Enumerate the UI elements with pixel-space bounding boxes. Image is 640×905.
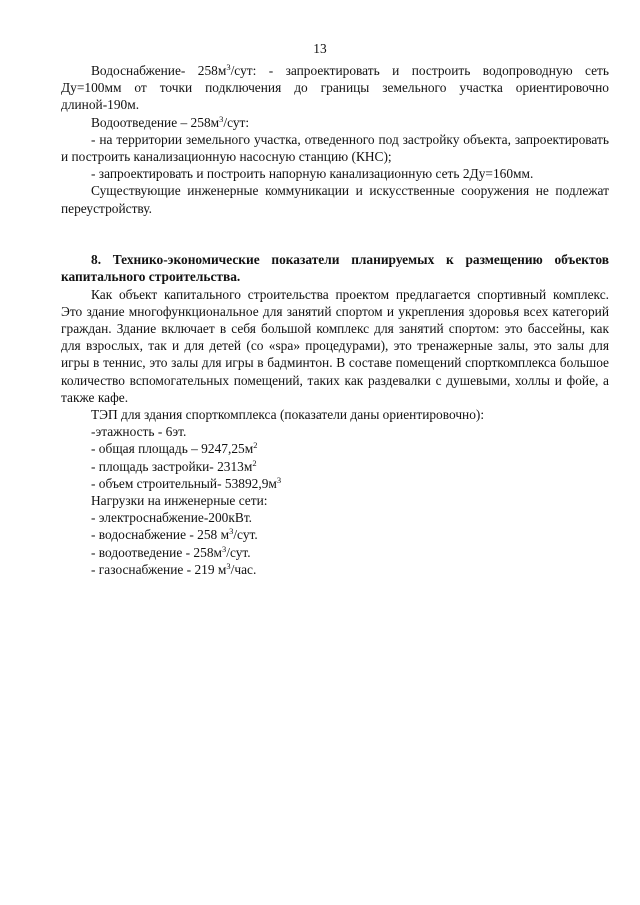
water-supply-paragraph xyxy=(61,62,609,114)
tep-intro: ТЭП для здания спорткомплекса (показатели даны ориентировочно): xyxy=(91,407,485,423)
drainage-item-1: - на территории земельного участка, отведенного под застройку объекта, запроектировать и построить канализационную насосную станцию (КНС); xyxy=(61,131,609,165)
load-electricity: - электроснабжение-200кВт. xyxy=(91,510,253,526)
load-sewer-superscript: 3 xyxy=(221,543,227,554)
tep-built-area-superscript: 2 xyxy=(252,457,257,468)
loads-intro: Нагрузки на инженерные сети: xyxy=(91,493,268,509)
load-water xyxy=(61,526,609,543)
tep-total-area-text: - общая площадь – 9247,25м xyxy=(91,441,254,457)
water-supply-text-b: /сут: - запроектировать и построить водопроводную сеть Ду=100мм от точки подключения до границы земельного участка ориентировочно длиной-190м. xyxy=(61,63,609,113)
load-gas-text-a: - газоснабжение - 219 м xyxy=(91,561,227,577)
load-sewer xyxy=(61,544,609,561)
tep-total-area xyxy=(61,440,609,457)
tep-volume xyxy=(61,475,609,492)
tep-total-area-superscript: 2 xyxy=(253,440,258,451)
water-supply-superscript: 3 xyxy=(226,62,231,72)
load-water-text-a: - водоснабжение - 258 м xyxy=(91,527,230,543)
tep-floors: -этажность - 6эт. xyxy=(91,424,187,440)
page-number: 13 xyxy=(313,41,327,56)
load-sewer-text-a: - водоотведение - 258м xyxy=(91,544,222,560)
load-gas-text-b: /час. xyxy=(230,561,257,577)
page-content xyxy=(61,62,609,578)
tep-volume-text: - объем строительный- 53892,9м xyxy=(91,475,277,491)
load-sewer-text-b: /сут. xyxy=(226,544,251,560)
existing-communications-paragraph: Существующие инженерные коммуникации и искусственные сооружения не подлежат переустройству. xyxy=(61,183,609,216)
tep-volume-superscript: 3 xyxy=(276,474,282,485)
drainage-item-2: - запроектировать и построить напорную канализационную сеть 2Ду=160мм. xyxy=(91,166,534,182)
section-8-paragraph: Как объект капитального строительства проектом предлагается спортивный комплекс. Это здание многофункциональное для занятий спортом и укрепления здоровья всех категорий граждан. Здание включает в себя большой комплекс для занятий спортом: это бассейны, как для взрослых, так и для детей (со «spa» процедурами), это тренажерные залы, это залы для игры в теннис, это залы для игры в бадминтон. В составе помещений спорткомплекса большое количество вспомогательных помещений, таких как раздевалки с душевыми, холлы и фойе, а также кафе. xyxy=(61,286,609,405)
tep-built-area xyxy=(61,458,609,475)
section-spacer xyxy=(61,234,609,251)
load-gas xyxy=(61,561,609,578)
drainage-text-a: Водоотведение – 258м xyxy=(91,114,220,130)
load-water-superscript: 3 xyxy=(229,526,234,537)
drainage-superscript: 3 xyxy=(219,113,224,124)
drainage-text-b: /сут: xyxy=(223,114,250,130)
load-gas-superscript: 3 xyxy=(226,560,231,571)
section-8-heading: 8. Технико-экономические показатели планируемых к размещению объектов капитального строительства. xyxy=(61,252,609,285)
section-spacer xyxy=(61,217,609,234)
water-supply-text-a: Водоснабжение- 258м xyxy=(91,63,227,78)
load-water-text-b: /сут. xyxy=(233,527,258,543)
tep-built-area-text: - площадь застройки- 2313м xyxy=(91,458,253,474)
drainage-paragraph xyxy=(61,114,609,131)
